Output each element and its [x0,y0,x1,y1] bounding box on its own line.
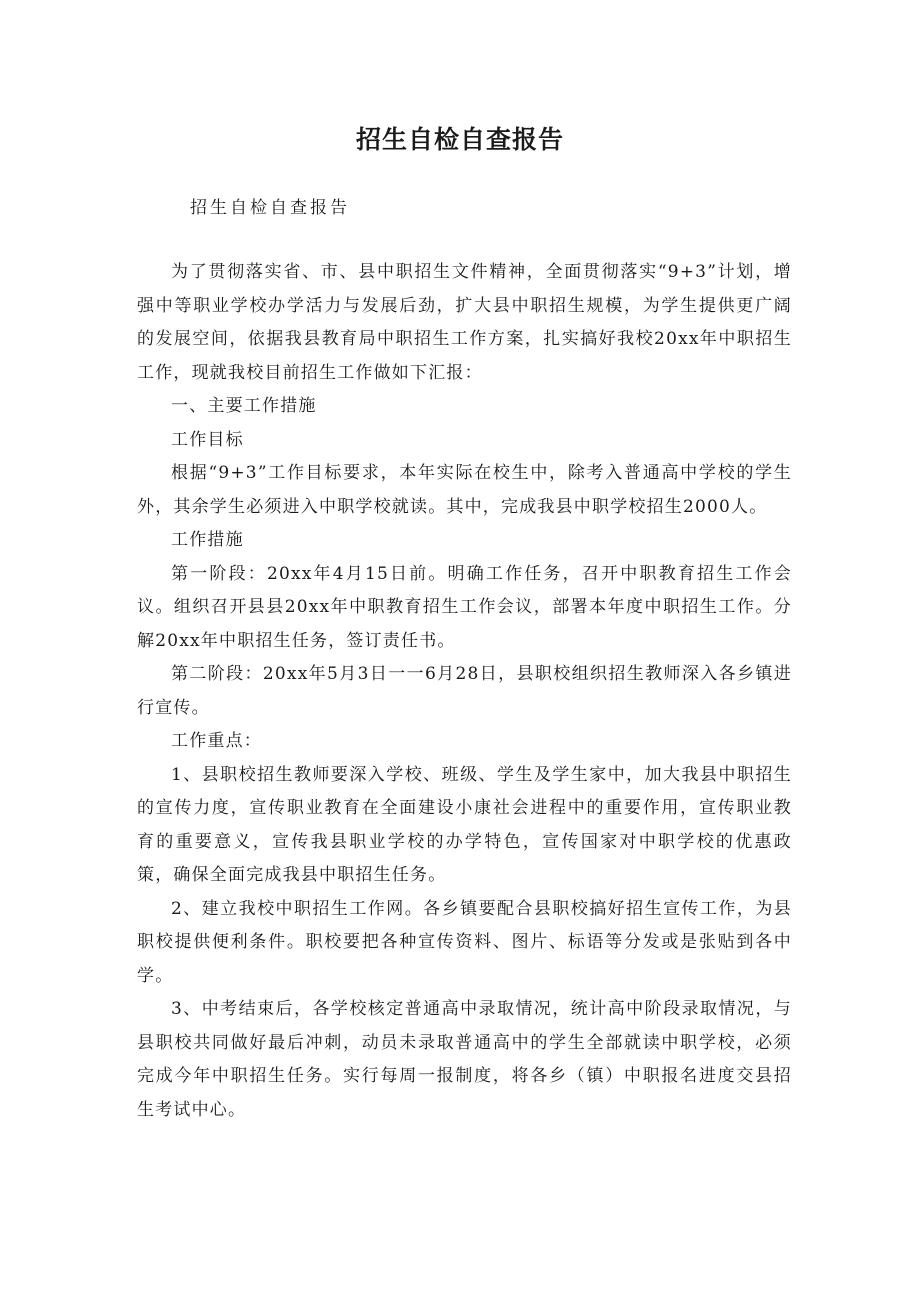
paragraph-intro: 为了贯彻落实省、市、县中职招生文件精神，全面贯彻落实“9+3”计划，增强中等职业学校办学活力与发展后劲，扩大县中职招生规模，为学生提供更广阔的发展空间，依据我县教育局中职招生工作方案，扎实搞好我校20xx年中职招生工作，现就我校目前招生工作做如下汇报： [137,262,792,383]
paragraph-work-goal: 根据“9+3”工作目标要求，本年实际在校生中，除考入普通高中学校的学生外，其余学生必须进入中职学校就读。其中，完成我县中职学校招生2000人。 [137,463,792,517]
heading-work-focus: 工作重点： [171,731,262,751]
heading-main-measures: 一、主要工作措施 [171,396,317,416]
paragraph-focus-3: 3、中考结束后，各学校核定普通高中录取情况，统计高中阶段录取情况，与县职校共同做好最后冲刺，动员未录取普通高中的学生全部就读中职学校，必须完成今年中职招生任务。实行每周一报制度，将各乡（镇）中职报名进度交县招生考试中心。 [137,999,792,1120]
document-body [137,256,792,1127]
document-subtitle: 招生自检自查报告 [190,198,350,218]
heading-work-goal: 工作目标 [171,429,244,450]
paragraph-phase-one: 第一阶段：20xx年4月15日前。明确工作任务，召开中职教育招生工作会议。组织召开县县20xx年中职教育招生工作会议，部署本年度中职招生工作。分解20xx年中职招生任务，签订责任书。 [137,563,792,651]
paragraph-focus-2: 2、建立我校中职招生工作网。各乡镇要配合县职校搞好招生宣传工作，为县职校提供便利条件。职校要把各种宣传资料、图片、标语等分发或是张贴到各中学。 [137,898,792,986]
document-title: 招生自检自查报告 [355,125,564,154]
heading-work-measures: 工作措施 [171,530,244,550]
paragraph-phase-two: 第二阶段：20xx年5月3日一一6月28日，县职校组织招生教师深入各乡镇进行宣传。 [137,664,792,718]
paragraph-focus-1: 1、县职校招生教师要深入学校、班级、学生及学生家中，加大我县中职招生的宣传力度，宣传职业教育在全面建设小康社会进程中的重要作用，宣传职业教育的重要意义，宣传我县职业学校的办学特色，宣传国家对中职学校的优惠政策，确保全面完成我县中职招生任务。 [137,764,792,885]
